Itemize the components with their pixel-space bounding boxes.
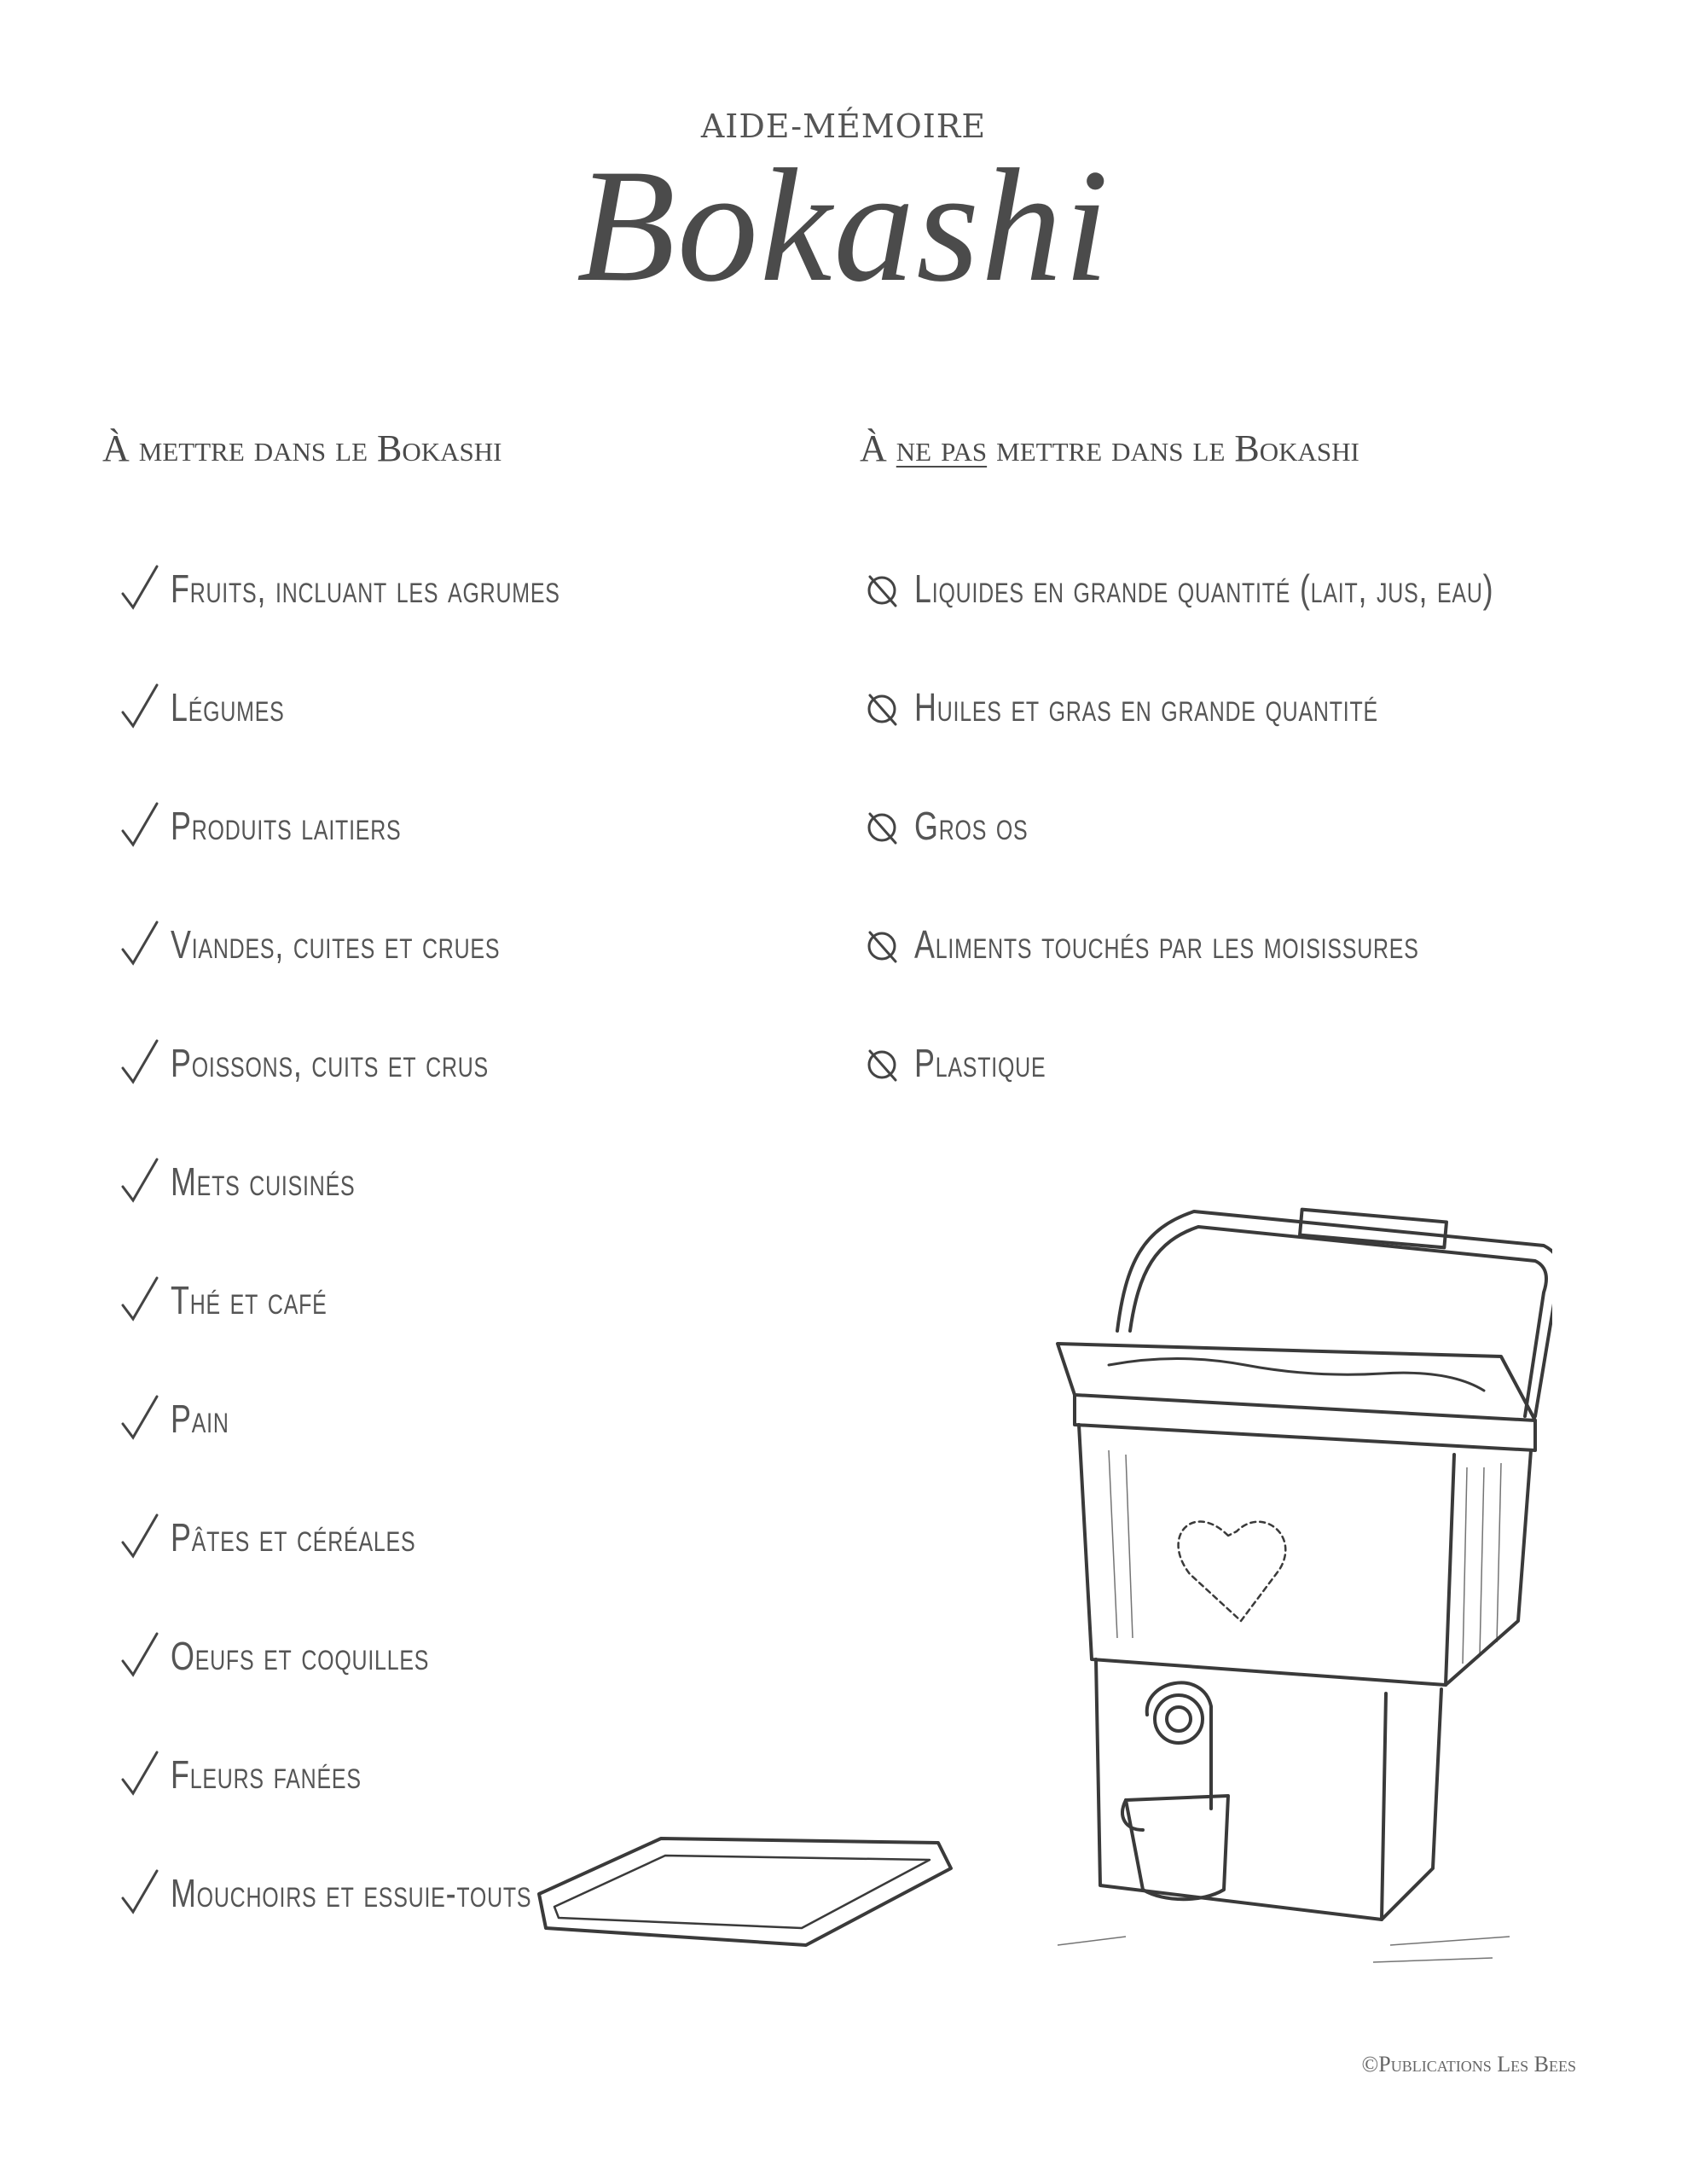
item-label: Légumes — [171, 684, 285, 729]
item-label: Viandes, cuites et crues — [171, 921, 501, 967]
prohibited-icon — [861, 566, 906, 611]
item-label: Oeufs et coquilles — [171, 1633, 430, 1678]
item-label: Pâtes et céréales — [171, 1514, 416, 1560]
heading-suffix: mettre dans le Bokashi — [987, 427, 1359, 469]
item-label: Produits laitiers — [171, 803, 402, 848]
item-label: Poissons, cuits et crus — [171, 1040, 489, 1085]
heading-emphasis: ne pas — [896, 427, 988, 469]
checkmark-icon — [119, 1867, 167, 1919]
checkmark-icon — [119, 1630, 167, 1682]
checkmark-icon — [119, 1037, 167, 1089]
checkmark-icon — [119, 1156, 167, 1207]
right-column-heading — [860, 427, 1359, 470]
checkmark-icon — [119, 919, 167, 970]
list-item — [861, 1003, 1657, 1122]
copyright-notice: ©Publications Les Bees — [1361, 2052, 1576, 2077]
checkmark-icon — [119, 1749, 167, 1800]
prohibited-icon — [861, 685, 906, 729]
list-item — [861, 648, 1657, 766]
left-column-heading: À mettre dans le Bokashi — [102, 427, 502, 469]
checkmark-icon — [119, 1512, 167, 1563]
item-label: Fleurs fanées — [171, 1751, 362, 1797]
item-label: Liquides en grande quantité (lait, jus, eau) — [914, 566, 1494, 611]
item-label: Pain — [171, 1396, 229, 1441]
list-item — [119, 648, 670, 766]
forbidden-list — [861, 529, 1657, 1122]
page-title: Bokashi — [576, 136, 1111, 316]
item-label: Thé et café — [171, 1277, 328, 1322]
list-item — [119, 885, 670, 1003]
item-label: Mouchoirs et essuie-touts — [171, 1870, 532, 1915]
list-item — [861, 766, 1657, 885]
checkmark-icon — [119, 1393, 167, 1444]
checkmark-icon — [119, 800, 167, 851]
list-item — [119, 766, 670, 885]
checkmark-icon — [119, 563, 167, 614]
item-label: Plastique — [914, 1040, 1046, 1085]
item-label: Gros os — [914, 803, 1029, 848]
checkmark-icon — [119, 682, 167, 733]
checkmark-icon — [119, 1275, 167, 1326]
list-item — [861, 885, 1657, 1003]
heading-prefix: À — [860, 427, 896, 469]
item-label: Mets cuisinés — [171, 1159, 356, 1204]
prohibited-icon — [861, 1041, 906, 1085]
list-item — [119, 529, 670, 648]
item-label: Fruits, incluant les agrumes — [171, 566, 560, 611]
list-item — [861, 529, 1657, 648]
item-label: Huiles et gras en grande quantité — [914, 684, 1378, 729]
prohibited-icon — [861, 804, 906, 848]
subtitle: AIDE-MÉMOIRE — [700, 107, 987, 145]
bokashi-bin-illustration — [529, 1194, 1552, 2013]
prohibited-icon — [861, 922, 906, 967]
item-label: Aliments touchés par les moisissures — [914, 921, 1419, 967]
list-item — [119, 1003, 670, 1122]
